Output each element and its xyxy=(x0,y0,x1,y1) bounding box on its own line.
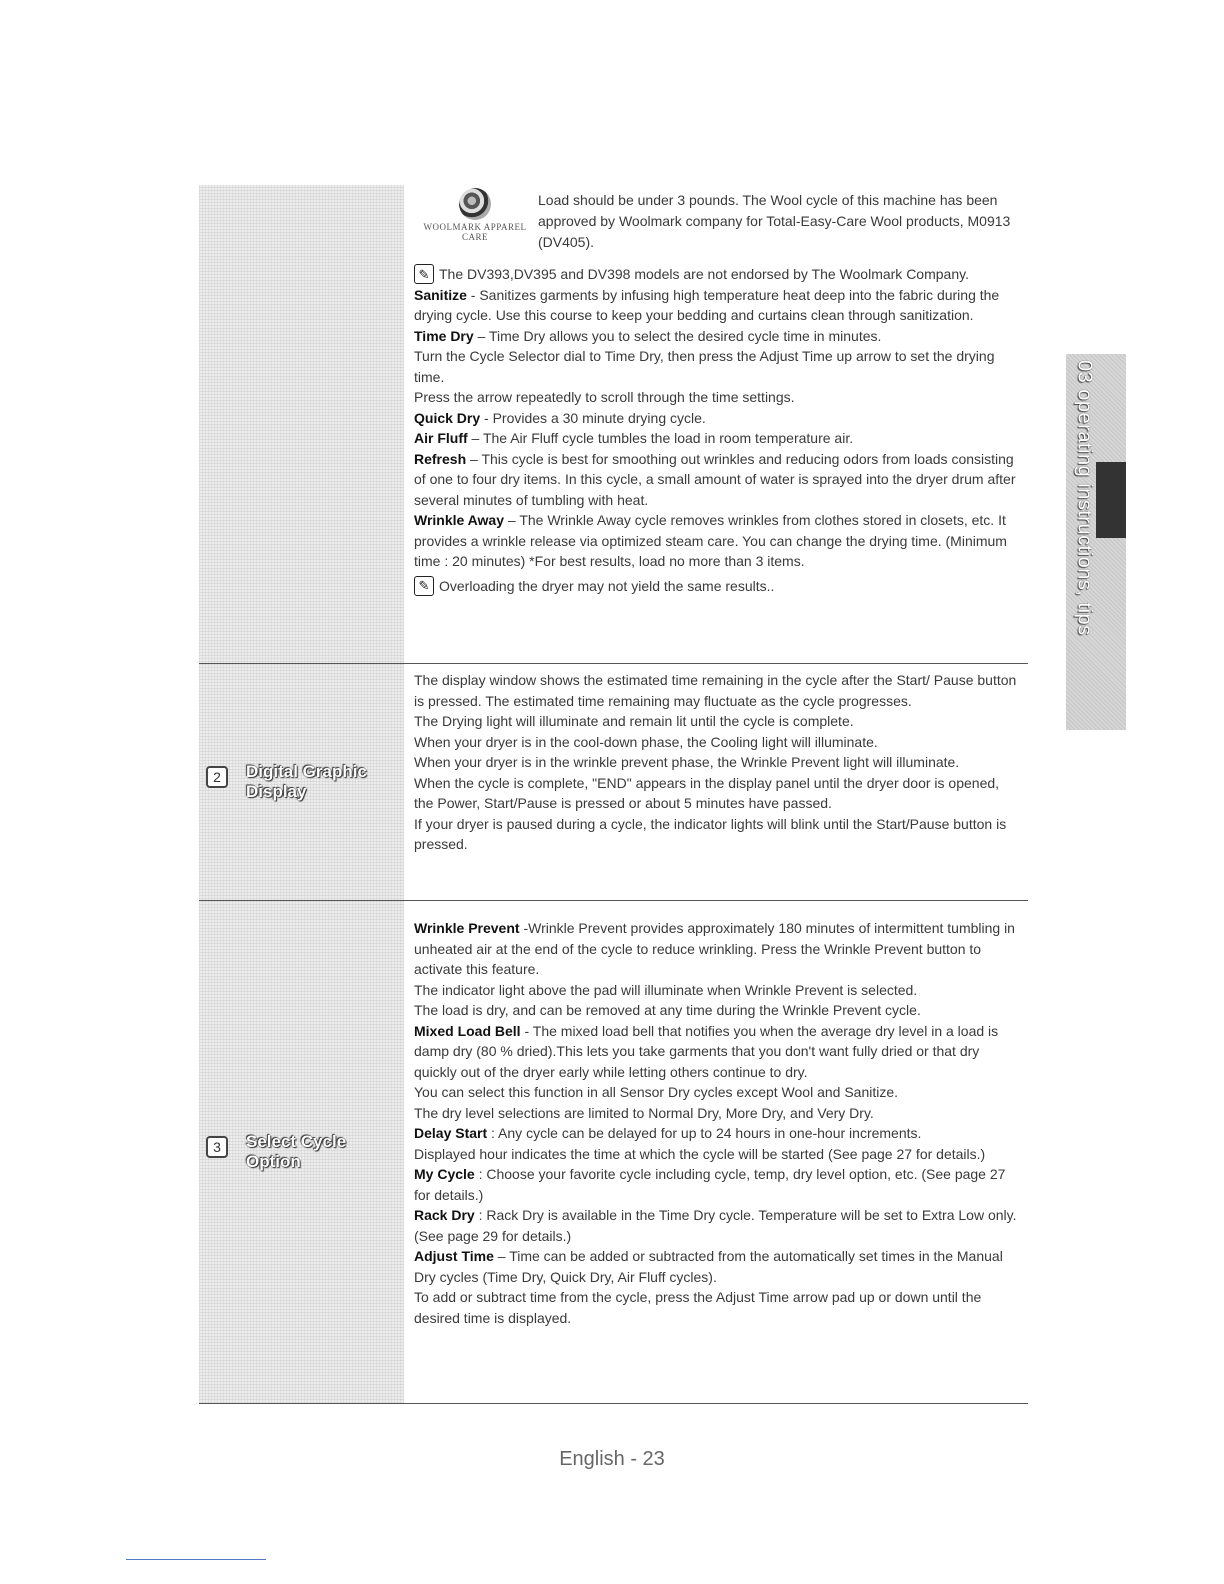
list-item xyxy=(414,1000,1022,1021)
paragraph: When the cycle is complete, "END" appears in the display panel until the dryer door is opened, the Power, Start/Pause is pressed or about 5 minutes have passed. xyxy=(414,774,1000,811)
section-divider xyxy=(199,1403,1028,1404)
list-item xyxy=(414,1144,1022,1165)
item-term: Air Fluff xyxy=(414,430,468,446)
note-text: The DV393,DV395 and DV398 models are not endorsed by The Woolmark Company. xyxy=(439,266,969,282)
item-text: -Wrinkle Prevent provides approximately 180 minutes of intermittent tumbling in unheated air at the end of the cycle to reduce wrinkling. Press the Wrinkle Prevent button to activate this feature. xyxy=(414,920,1015,977)
paragraph: If your dryer is paused during a cycle, the indicator lights will blink until the Start/Pause button is pressed. xyxy=(414,815,1007,852)
list-item xyxy=(414,449,1022,511)
item-text: The dry level selections are limited to Normal Dry, More Dry, and Very Dry. xyxy=(414,1104,874,1121)
list-item xyxy=(414,1082,1022,1103)
item-text: The load is dry, and can be removed at any time during the Wrinkle Prevent cycle. xyxy=(414,1002,921,1018)
paragraph: When your dryer is in the wrinkle prevent phase, the Wrinkle Prevent light will illuminate. xyxy=(414,754,960,770)
note-text: Overloading the dryer may not yield the same results.. xyxy=(439,577,775,594)
section-divider xyxy=(199,900,1028,901)
list-item xyxy=(414,1123,1022,1144)
paragraph: The display window shows the estimated time remaining in the cycle after the Start/ Pause button is pressed. The estimated time remaining may fluctuate as the cycle progresses. xyxy=(414,672,1017,709)
item-text: : Rack Dry is available in the Time Dry cycle. Temperature will be set to Extra Low only. (See page 29 for details.) xyxy=(414,1207,1017,1244)
cycle-descriptions xyxy=(414,264,1022,596)
woolmark-description: Load should be under 3 pounds. The Wool cycle of this machine has been approved by Woolmark company for Total-Easy-Care Wool products, M0913 (DV405). xyxy=(538,192,1011,250)
item-term: Wrinkle Away xyxy=(414,512,505,528)
item-term: Sanitize xyxy=(414,286,467,303)
list-item xyxy=(414,387,1022,408)
item-text: - Provides a 30 minute drying cycle. xyxy=(480,409,706,426)
list-item xyxy=(414,326,1022,347)
list-item xyxy=(414,285,1022,326)
note xyxy=(414,576,1022,597)
note-icon: ✎ xyxy=(414,264,434,284)
item-text: – Time Dry allows you to select the desired cycle time in minutes. xyxy=(473,327,882,344)
item-text: To add or subtract time from the cycle, press the Adjust Time arrow pad up or down until the desired time is displayed. xyxy=(414,1289,982,1326)
item-term: Adjust Time xyxy=(414,1248,494,1264)
item-term: Rack Dry xyxy=(414,1207,475,1223)
section-number: 2 xyxy=(206,766,228,788)
item-text: - The mixed load bell that notifies you when the average dry level in a load is damp dry (80 % dried).This lets you take garments that you don't want fully dried or that dry quickly out of the dryer early while letting others continue to dry. xyxy=(414,1022,999,1080)
item-text: You can select this function in all Sensor Dry cycles except Wool and Sanitize. xyxy=(414,1084,899,1100)
item-term: Delay Start xyxy=(414,1125,488,1141)
note-icon: ✎ xyxy=(414,576,434,596)
list-item xyxy=(414,1021,1022,1083)
item-text: : Choose your favorite cycle including cycle, temp, dry level option, etc. (See page 27 for details.) xyxy=(414,1166,1006,1203)
digital-graphic-display-text xyxy=(414,670,1022,855)
item-text: – The Wrinkle Away cycle removes wrinkles from clothes stored in closets, etc. It provides a wrinkle release via optimized steam care. You can change the drying time. (Minimum time : 20 minutes) *For best results, load no more than 3 items. xyxy=(414,512,1007,569)
note xyxy=(414,264,1022,285)
list-item xyxy=(414,1205,1022,1246)
item-term: Mixed Load Bell xyxy=(414,1022,521,1039)
list-item xyxy=(414,1103,1022,1124)
woolmark-icon xyxy=(459,188,491,220)
item-term: Refresh xyxy=(414,450,467,467)
list-item xyxy=(414,346,1022,387)
list-item xyxy=(414,1164,1022,1205)
list-item xyxy=(414,1287,1022,1328)
item-term: Wrinkle Prevent xyxy=(414,920,520,936)
item-term: Time Dry xyxy=(414,327,474,344)
page-number: English - 23 xyxy=(559,1448,665,1470)
item-text: – The Air Fluff cycle tumbles the load in room temperature air. xyxy=(467,430,854,446)
list-item xyxy=(414,918,1022,980)
list-item xyxy=(414,428,1022,449)
item-text: The indicator light above the pad will illuminate when Wrinkle Prevent is selected. xyxy=(414,981,918,998)
select-cycle-option-text xyxy=(414,918,1022,1328)
section-title: Digital Graphic Display xyxy=(246,762,367,801)
woolmark-logo xyxy=(420,188,530,242)
section-title: Select Cycle Option xyxy=(246,1132,347,1171)
list-item xyxy=(414,510,1022,572)
footer-rule xyxy=(126,1559,266,1560)
item-text: Turn the Cycle Selector dial to Time Dry, then press the Adjust Time up arrow to set the drying time. xyxy=(414,348,995,385)
item-text: Press the arrow repeatedly to scroll through the time settings. xyxy=(414,389,795,405)
list-item xyxy=(414,1246,1022,1287)
chapter-tab-label: 03 operating instructions, tips xyxy=(1073,360,1096,636)
chapter-tab-label-wrap xyxy=(1066,354,1102,730)
item-text: : Any cycle can be delayed for up to 24 hours in one-hour increments. xyxy=(487,1125,922,1141)
item-term: My Cycle xyxy=(414,1166,475,1182)
item-text: – This cycle is best for smoothing out wrinkles and reducing odors from loads consisting of one to four dry items. In this cycle, a small amount of water is sprayed into the dryer drum after several minutes of tumbling with heat. xyxy=(414,450,1016,508)
item-term: Quick Dry xyxy=(414,409,481,426)
section-heading-select-cycle-option xyxy=(206,1132,366,1172)
item-text: Displayed hour indicates the time at which the cycle will be started (See page 27 for details.) xyxy=(414,1145,986,1162)
list-item xyxy=(414,408,1022,429)
section-number: 3 xyxy=(206,1136,228,1158)
item-text: – Time can be added or subtracted from the automatically set times in the Manual Dry cycles (Time Dry, Quick Dry, Air Fluff cycles). xyxy=(414,1248,1003,1285)
paragraph: The Drying light will illuminate and remain lit until the cycle is complete. xyxy=(414,713,854,729)
woolmark-logo-text: WOOLMARK APPAREL CARE xyxy=(423,222,527,242)
item-text: - Sanitizes garments by infusing high temperature heat deep into the fabric during the drying cycle. Use this course to keep your bedding and curtains clean through sanitization. xyxy=(414,286,1000,323)
paragraph: When your dryer is in the cool-down phase, the Cooling light will illuminate. xyxy=(414,733,878,750)
list-item xyxy=(414,980,1022,1001)
section-divider xyxy=(199,663,1028,664)
section-heading-digital-graphic-display xyxy=(206,762,386,802)
cycle-list xyxy=(414,285,1022,572)
